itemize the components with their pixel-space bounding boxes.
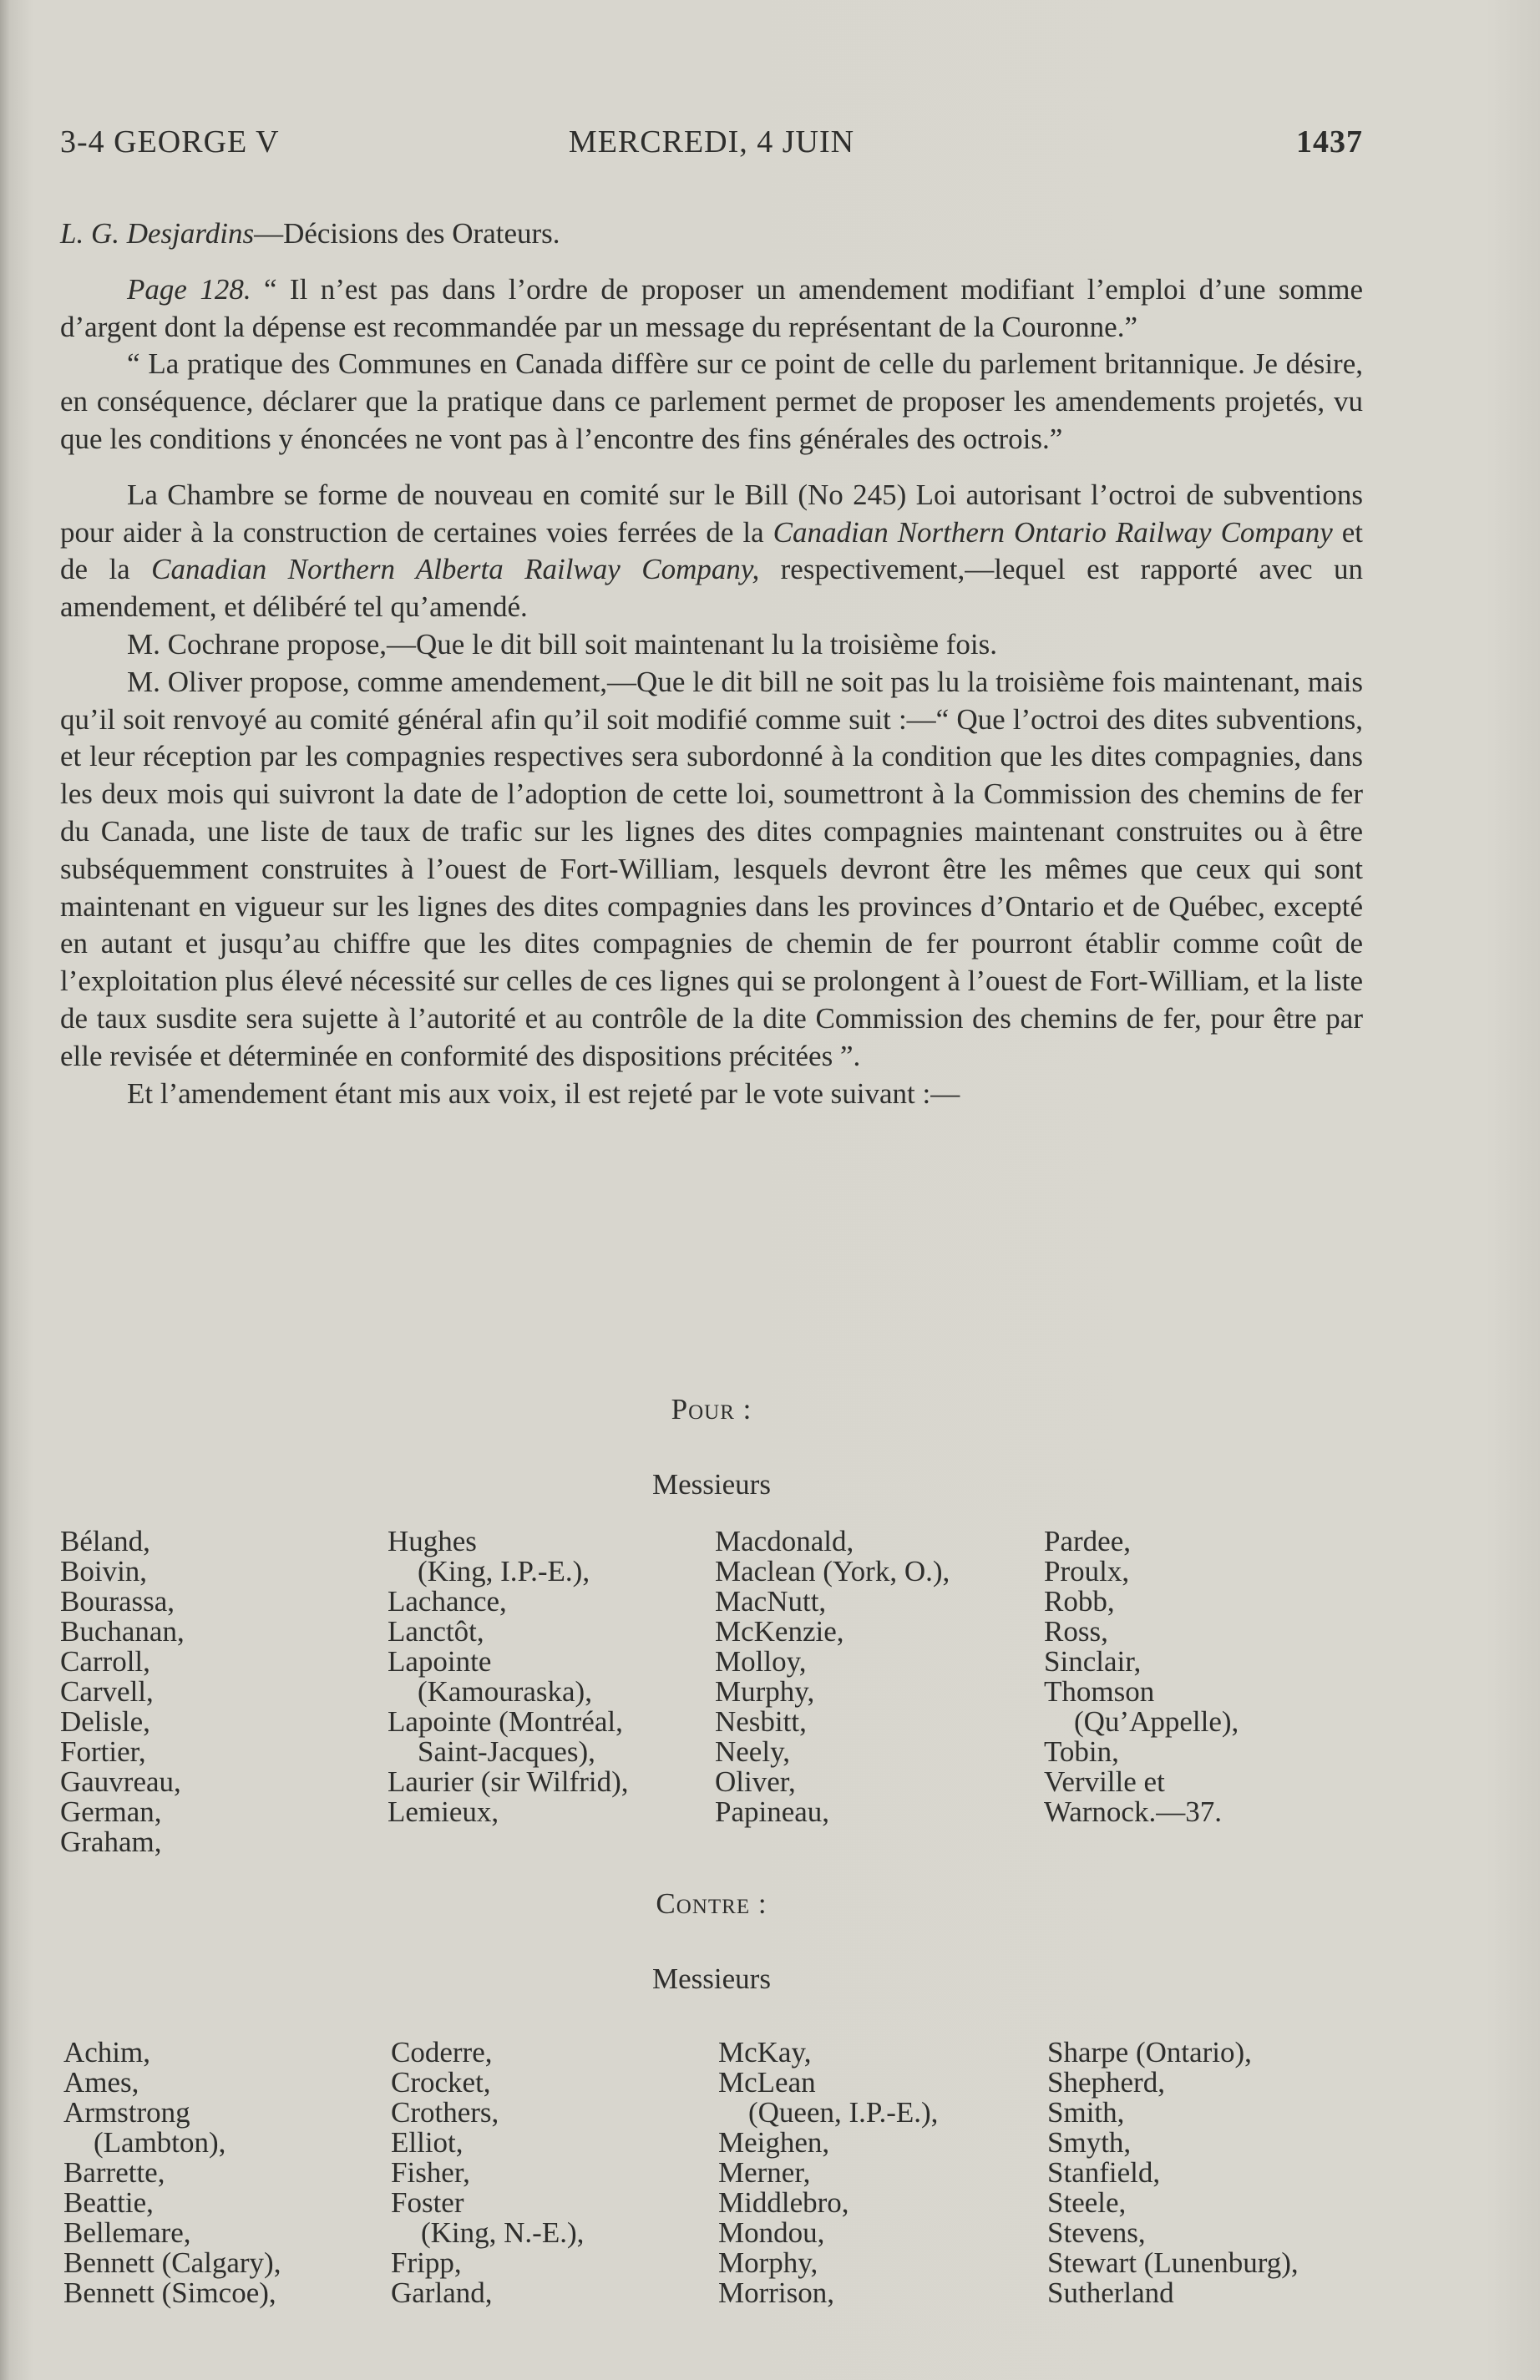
member-name: Béland, xyxy=(60,1525,150,1557)
paragraph-pratique: “ La pratique des Communes en Canada diffère sur ce point de celle du parlement britannique. Je désire, en conséquence, déclarer que la pratique dans ce parlement permet de proposer les amendements projetés, vu que les conditions y énoncées ne vont pas à l’encontre des fins générales des octrois.” xyxy=(60,347,1363,455)
member-name: Garland, xyxy=(391,2276,493,2309)
member-name: Smyth, xyxy=(1047,2126,1132,2159)
member-name: Fripp, xyxy=(391,2246,462,2279)
member-name: Smith, xyxy=(1047,2096,1125,2129)
member-name: Lemieux, xyxy=(388,1795,499,1828)
member-name: Papineau, xyxy=(715,1795,830,1828)
contre-column-1 xyxy=(63,2038,281,2308)
member-name: Lapointe xyxy=(388,1645,492,1678)
paragraph-cochrane: M. Cochrane propose,—Que le dit bill soit maintenant lu la troisième fois. xyxy=(127,627,998,661)
member-name: Boivin, xyxy=(60,1555,148,1588)
member-name: Carroll, xyxy=(60,1645,150,1678)
member-name: Maclean (York, O.), xyxy=(715,1555,950,1588)
paragraph-text: La Chambre se forme de nouveau en comité sur le Bill (No 245) Loi autorisant l’octroi de subventions pour aider à la construction de certaines voies ferrées de la xyxy=(60,478,1363,549)
pour-heading: Pour : xyxy=(671,1393,752,1425)
contre-heading: Contre : xyxy=(656,1887,767,1920)
member-name: Crocket, xyxy=(391,2066,491,2099)
member-name: Bourassa, xyxy=(60,1585,175,1618)
member-name: (Lambton), xyxy=(94,2126,226,2159)
member-name: Mondou, xyxy=(718,2216,825,2249)
company-name: Canadian Northern Alberta Railway Company, xyxy=(151,553,760,586)
member-name: Robb, xyxy=(1044,1585,1115,1618)
member-name: Elliot, xyxy=(391,2126,464,2159)
member-name: Bennett (Simcoe), xyxy=(63,2276,276,2309)
member-name: Thomson xyxy=(1044,1675,1155,1708)
header-date: MERCREDI, 4 JUIN xyxy=(568,124,855,160)
member-name: Achim, xyxy=(63,2036,151,2069)
paragraph-vote: Et l’amendement étant mis aux voix, il est rejeté par le vote suivant :— xyxy=(127,1076,960,1110)
contre-column-3 xyxy=(718,2038,938,2308)
member-name: Sutherland xyxy=(1047,2276,1174,2309)
paragraph-text: “ Il n’est pas dans l’ordre de proposer un amendement modifiant l’emploi d’une somme d’argent dont la dépense est recommandée par un message du représentant de la Couronne.” xyxy=(60,272,1363,343)
member-name: MacNutt, xyxy=(715,1585,827,1618)
member-name: Foster xyxy=(391,2186,464,2219)
member-name: Tobin, xyxy=(1044,1735,1119,1768)
member-name: Stewart (Lunenburg), xyxy=(1047,2246,1299,2279)
member-name: Bennett (Calgary), xyxy=(63,2246,281,2279)
member-name: Ames, xyxy=(63,2066,139,2099)
member-name: Fortier, xyxy=(60,1735,146,1768)
member-name: Oliver, xyxy=(715,1765,796,1798)
member-name: Coderre, xyxy=(391,2036,493,2069)
member-name: McKenzie, xyxy=(715,1615,844,1648)
member-name: Warnock.—37. xyxy=(1044,1795,1222,1828)
member-name: Bellemare, xyxy=(63,2216,191,2249)
member-name: Hughes xyxy=(388,1525,477,1557)
pour-column-3 xyxy=(715,1527,950,1827)
paragraph-page-128 xyxy=(60,271,1363,347)
page-number: 1437 xyxy=(1296,124,1363,160)
pour-column-2 xyxy=(388,1527,629,1827)
member-name: Sinclair, xyxy=(1044,1645,1142,1678)
paragraph-text: respectivement,—lequel est rapporté avec un amendement, et délibéré tel qu’amendé. xyxy=(60,553,1364,624)
member-name: Verville et xyxy=(1044,1765,1165,1798)
paragraph-text: et de la xyxy=(60,515,1363,586)
member-name: Morrison, xyxy=(718,2276,835,2309)
member-name: Saint-Jacques), xyxy=(418,1735,595,1768)
member-name: Stanfield, xyxy=(1047,2156,1161,2189)
company-name: Canadian Northern Ontario Railway Company xyxy=(773,515,1333,549)
member-name: Buchanan, xyxy=(60,1615,185,1648)
member-name: Stevens, xyxy=(1047,2216,1146,2249)
pour-column-4 xyxy=(1044,1527,1239,1827)
member-name: Proulx, xyxy=(1044,1555,1130,1588)
member-name: Graham, xyxy=(60,1826,162,1858)
member-name: Murphy, xyxy=(715,1675,815,1708)
member-name: Morphy, xyxy=(718,2246,818,2279)
member-name: Ross, xyxy=(1044,1615,1108,1648)
member-name: (Kamouraska), xyxy=(418,1675,592,1708)
member-name: Merner, xyxy=(718,2156,811,2189)
member-name: Beattie, xyxy=(63,2186,154,2219)
paragraph-oliver: M. Oliver propose, comme amendement,—Que le dit bill ne soit pas lu la troisième fois maintenant, mais qu’il soit renvoyé au comité général afin qu’il soit modifié comme suit :—“ Que l’octroi des dites subventions, et leur réception par les compagnies respectives sera subordonné à la condition que les dites compagnies, dans les deux mois qui suivront la date de l’adoption de cette loi, soumettront à la Commission des chemins de fer du Canada, une liste de taux de trafic sur les lignes des dites compagnies maintenant construites ou à être subséquemment construites à l’ouest de Fort-William, lesquels devront être les mêmes que ceux qui sont maintenant en vigueur sur les lignes des dites compagnies dans les provinces d’Ontario et de Québec, excepté en autant et jusqu’au chiffre que les dites compagnies de chemin de fer pourront établir comme coût de l’exploitation plus élevé nécessité sur celles de ces lignes qui se prolongent à l’ouest de Fort-William, et la liste de taux susdite sera sujette à l’autorité et au contrôle de la dite Commission des chemins de fer, pour être par elle revisée et déterminée en conformité des dispositions précitées ”. xyxy=(60,665,1363,1072)
header-left: 3-4 GEORGE V xyxy=(60,124,280,160)
member-name: Nesbitt, xyxy=(715,1705,807,1738)
member-name: Shepherd, xyxy=(1047,2066,1165,2099)
member-name: Macdonald, xyxy=(715,1525,854,1557)
member-name: Carvell, xyxy=(60,1675,154,1708)
member-name: Lachance, xyxy=(388,1585,507,1618)
member-name: Delisle, xyxy=(60,1705,150,1738)
member-name: McKay, xyxy=(718,2036,812,2069)
member-name: Sharpe (Ontario), xyxy=(1047,2036,1252,2069)
member-name: Armstrong xyxy=(63,2096,190,2129)
member-name: Gauvreau, xyxy=(60,1765,181,1798)
member-name: (Qu’Appelle), xyxy=(1074,1705,1239,1738)
member-name: Barrette, xyxy=(63,2156,165,2189)
member-name: Meighen, xyxy=(718,2126,830,2159)
pour-subheading: Messieurs xyxy=(652,1468,771,1501)
running-head xyxy=(60,124,1363,165)
author-name: L. G. Desjardins xyxy=(60,217,255,250)
member-name: Steele, xyxy=(1047,2186,1127,2219)
body-text xyxy=(60,215,1363,1112)
member-name: Fisher, xyxy=(391,2156,470,2189)
member-name: McLean xyxy=(718,2066,816,2099)
member-name: (King, N.-E.), xyxy=(421,2216,585,2249)
paragraph-desjardins xyxy=(60,215,1363,253)
page-reference: Page 128. xyxy=(127,272,251,306)
contre-subheading: Messieurs xyxy=(652,1962,771,1995)
member-name: Crothers, xyxy=(391,2096,499,2129)
member-name: Laurier (sir Wilfrid), xyxy=(388,1765,629,1798)
member-name: Neely, xyxy=(715,1735,791,1768)
member-name: Lapointe (Montréal, xyxy=(388,1705,623,1738)
contre-column-4 xyxy=(1047,2038,1299,2308)
paragraph-text: —Décisions des Orateurs. xyxy=(254,217,560,250)
contre-column-2 xyxy=(391,2038,584,2308)
member-name: German, xyxy=(60,1795,162,1828)
member-name: Pardee, xyxy=(1044,1525,1131,1557)
member-name: Middlebro, xyxy=(718,2186,849,2219)
member-name: Molloy, xyxy=(715,1645,807,1678)
member-name: (King, I.P.-E.), xyxy=(418,1555,590,1588)
pour-column-1 xyxy=(60,1527,185,1857)
paragraph-chambre xyxy=(60,477,1363,626)
member-name: (Queen, I.P.-E.), xyxy=(748,2096,939,2129)
member-name: Lanctôt, xyxy=(388,1615,484,1648)
